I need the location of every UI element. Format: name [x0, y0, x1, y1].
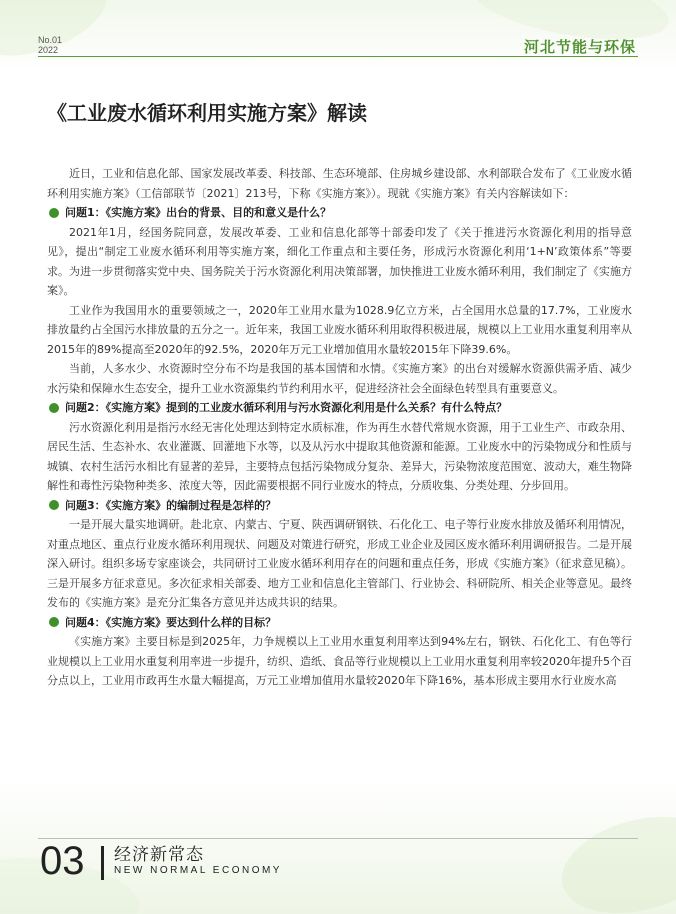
paragraph: 一是开展大量实地调研。赴北京、内蒙古、宁夏、陕西调研钢铁、石化化工、电子等行业废水排放及循环利用情况，对重点地区、重点行业废水循环利用现状、问题及对策进行研究，形成工业企业及园区废水循环利用调研报告。二是开展深入研讨。组织多场专家座谈会，共同研讨工业废水循环利用存在的问题和重点任务，形成《实施方案》（征求意见稿）。三是开展多方征求意见。多次征求相关部委、地方工业和信息化主管部门、行业协会、科研院所、相关企业等意见。最终发布的《实施方案》是充分汇集各方意见并达成共识的结果。	[47, 518, 632, 609]
decorative-leaf	[551, 801, 676, 914]
issue-info	[38, 35, 62, 55]
article-body	[47, 164, 632, 691]
bullet-dot-icon	[49, 208, 59, 218]
paragraph: 当前，人多水少、水资源时空分布不均是我国的基本国情和水情。《实施方案》的出台对缓解水资源供需矛盾、减少水污染和保障水生态安全，提升工业水资源集约节约利用水平，促进经济社会全面绿色转型具有重要意义。	[47, 362, 632, 395]
question-text: 问题4：《实施方案》要达到什么样的目标？	[65, 615, 277, 629]
issue-year: 2022	[38, 45, 59, 55]
question-heading	[47, 613, 632, 633]
page-number: 03	[40, 839, 85, 883]
bullet-dot-icon	[49, 403, 59, 413]
article-title: 《工业废水循环利用实施方案》解读	[47, 101, 367, 125]
question-text: 问题3：《实施方案》的编制过程是怎样的？	[65, 498, 277, 512]
paragraph: 污水资源化利用是指污水经无害化处理达到特定水质标准，作为再生水替代常规水资源，用于工业生产、市政杂用、居民生活、生态补水、农业灌溉、回灌地下水等，以及从污水中提取其他资源和能源。工业废水中的污染物成分和性质与城镇、农村生活污水相比有显著的差异，主要特点包括污染物成分复杂、差异大，污染物浓度范围宽、波动大，难生物降解性和毒性污染物种类多、浓度大等，因此需要根据不同行业废水的特点，分质收集、分类处理、分步回用。	[47, 420, 632, 492]
bullet-dot-icon	[49, 500, 59, 510]
paragraph: 2021年1月，经国务院同意，发展改革委、工业和信息化部等十部委印发了《关于推进污水资源化利用的指导意见》，提出“制定工业废水循环利用等实施方案，细化工作重点和主要任务，形成污水资源化利用‘1+N’政策体系”等要求。为进一步贯彻落实党中央、国务院关于污水资源化利用决策部署，加快推进工业废水循环利用，我们制定了《实施方案》。	[47, 225, 632, 297]
section-title-en: NEW NORMAL ECONOMY	[114, 865, 282, 876]
page-number-bar	[101, 846, 104, 880]
question-text: 问题1：《实施方案》出台的背景、目的和意义是什么？	[65, 206, 332, 219]
paragraph: 工业作为我国用水的重要领域之一，2020年工业用水量为1028.9亿立方米，占全国用水总量的17.7%，工业废水排放量约占全国污水排放量的五分之一。近年来，我国工业废水循环利用取得积极进展，规模以上工业用水重复利用率从2015年的89%提高至2020年的92.5%，2020年万元工业增加值用水量较2015年下降39.6%。	[47, 303, 632, 356]
question-heading	[47, 398, 632, 418]
issue-number: No.01	[38, 35, 63, 45]
paragraph: 《实施方案》主要目标是到2025年，力争规模以上工业用水重复利用率达到94%左右，钢铁、石化化工、有色等行业规模以上工业用水重复利用率进一步提升，纺织、造纸、食品等行业规模以上工业用水重复利用率较2020年提升5个百分点以上，工业用市政再生水量大幅提高，万元工业增加值用水量较2020年下降16%，基本形成主要用水行业废水高	[47, 635, 632, 687]
question-heading	[47, 203, 632, 223]
bullet-dot-icon	[49, 617, 59, 627]
footer-divider	[38, 838, 638, 839]
paragraph: 近日，工业和信息化部、国家发展改革委、科技部、生态环境部、住房城乡建设部、水利部联合发布了《工业废水循环利用实施方案》（工信部联节〔2021〕213号，下称《实施方案》）。现就《实施方案》有关内容解读如下：	[47, 167, 632, 200]
section-title-cn: 经济新常态	[114, 845, 204, 865]
question-heading	[47, 496, 632, 516]
question-text: 问题2：《实施方案》提到的工业废水循环利用与污水资源化利用是什么关系？有什么特点？	[65, 401, 508, 414]
magazine-name: 河北节能与环保	[523, 38, 636, 56]
header-divider	[38, 56, 638, 57]
